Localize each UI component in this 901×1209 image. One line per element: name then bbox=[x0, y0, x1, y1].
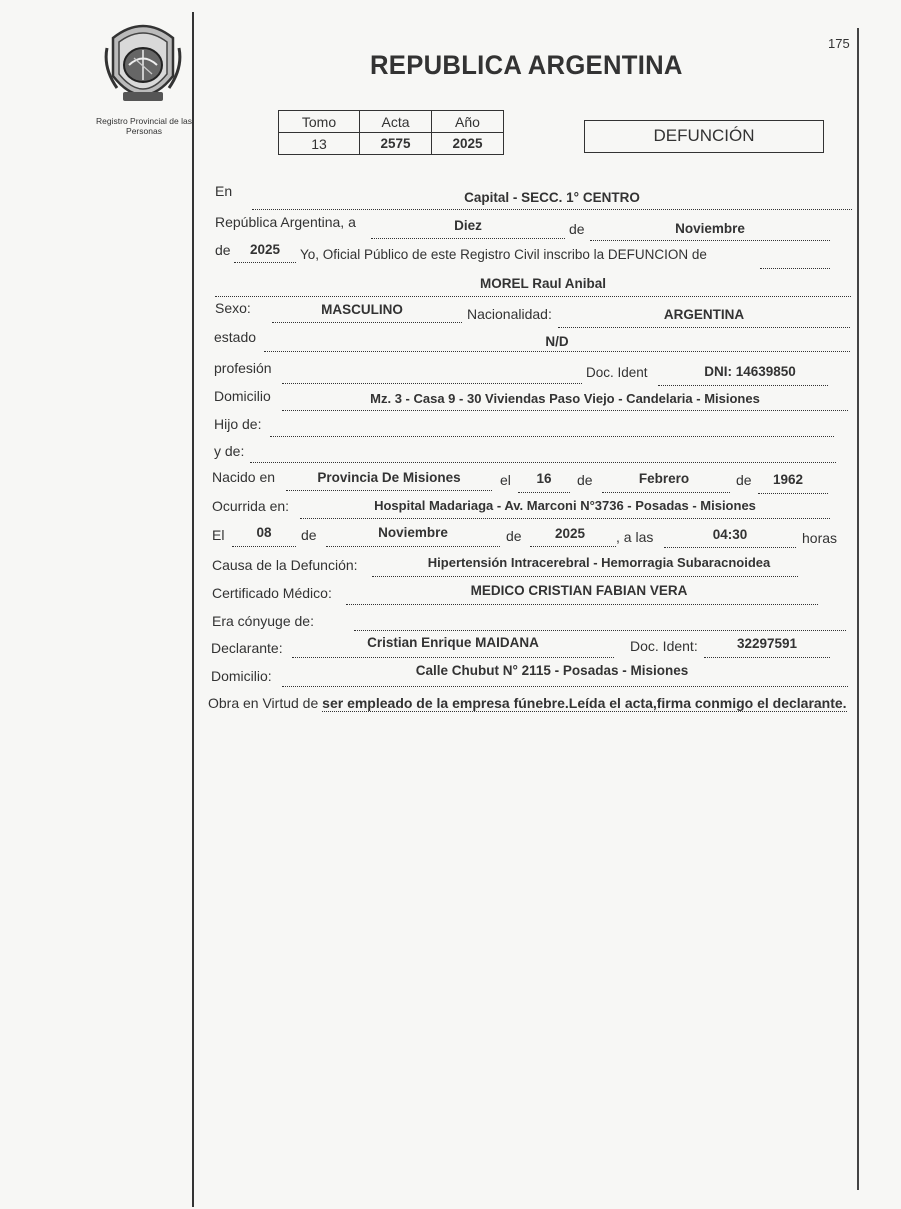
label-el-nac: el bbox=[500, 472, 511, 488]
value-nac-mes: Febrero bbox=[638, 471, 690, 486]
label-doc-ident-2: Doc. Ident: bbox=[630, 638, 698, 654]
tomo-value: 13 bbox=[279, 133, 360, 155]
line-nacionalidad bbox=[558, 327, 850, 328]
line-hora bbox=[664, 547, 796, 548]
label-de-nac-2: de bbox=[736, 472, 752, 488]
line-defuncion-de bbox=[760, 268, 830, 269]
value-obra-virtud: ser empleado de la empresa fúnebre.Leída el acta,firma conmigo el declarante. bbox=[322, 695, 847, 711]
value-causa: Hipertensión Intracerebral - Hemorragia Subaracnoidea bbox=[427, 555, 771, 570]
value-dia-letras: Diez bbox=[454, 218, 482, 233]
line-hijo-de bbox=[270, 436, 834, 437]
value-domicilio: Mz. 3 - Casa 9 - 30 Viviendas Paso Viejo - Candelaria - Misiones bbox=[370, 391, 760, 406]
value-certificado: MEDICO CRISTIAN FABIAN VERA bbox=[470, 583, 688, 598]
registry-name: Registro Provincial de las Personas bbox=[96, 116, 192, 136]
line-mes bbox=[590, 240, 830, 241]
volume-table bbox=[278, 110, 504, 155]
document-title: REPUBLICA ARGENTINA bbox=[370, 50, 683, 80]
acta-value: 2575 bbox=[360, 133, 432, 155]
line-nac-anio bbox=[758, 493, 828, 494]
label-y-de: y de: bbox=[214, 443, 245, 459]
anio-header: Año bbox=[432, 111, 504, 133]
value-nacido-en: Provincia De Misiones bbox=[317, 470, 461, 485]
line-documento bbox=[658, 385, 828, 386]
line-def-anio bbox=[530, 546, 616, 547]
label-en: En bbox=[215, 183, 233, 199]
line-dia bbox=[371, 238, 565, 239]
line-declarante-domicilio bbox=[282, 686, 848, 687]
label-causa: Causa de la Defunción: bbox=[212, 557, 358, 573]
line-conyuge bbox=[354, 630, 846, 631]
page-number: 175 bbox=[828, 36, 850, 51]
label-horas: horas bbox=[802, 530, 838, 546]
value-nacionalidad: ARGENTINA bbox=[663, 307, 745, 322]
line-estado bbox=[264, 351, 850, 352]
value-anio: 2025 bbox=[249, 242, 281, 257]
line-certificado bbox=[346, 604, 818, 605]
line-declarante bbox=[292, 657, 614, 658]
value-declarante-domicilio: Calle Chubut N° 2115 - Posadas - Misiones bbox=[415, 663, 689, 678]
line-y-de bbox=[250, 462, 836, 463]
value-nombre: MOREL Raul Anibal bbox=[479, 276, 606, 291]
value-documento: DNI: 14639850 bbox=[704, 364, 796, 379]
value-nac-anio: 1962 bbox=[772, 472, 804, 487]
line-ocurrida-en bbox=[300, 518, 830, 519]
label-de-def-2: de bbox=[506, 528, 522, 544]
line-def-dia bbox=[232, 546, 296, 547]
value-declarante: Cristian Enrique MAIDANA bbox=[367, 635, 539, 650]
line-anio bbox=[234, 262, 296, 263]
label-sexo: Sexo: bbox=[215, 300, 251, 316]
line-profesion bbox=[282, 383, 582, 384]
line-lugar bbox=[252, 209, 852, 210]
obra-en-virtud-paragraph bbox=[208, 693, 848, 713]
label-de-nac-1: de bbox=[577, 472, 593, 488]
record-type-box: DEFUNCIÓN bbox=[584, 120, 824, 153]
value-def-dia: 08 bbox=[256, 525, 272, 540]
line-nac-dia bbox=[518, 492, 570, 493]
value-def-mes: Noviembre bbox=[378, 525, 448, 540]
line-causa bbox=[372, 576, 798, 577]
line-domicilio bbox=[282, 410, 848, 411]
label-nacido-en: Nacido en bbox=[212, 469, 276, 485]
left-margin-rule bbox=[192, 12, 194, 1207]
anio-value: 2025 bbox=[432, 133, 504, 155]
tomo-header: Tomo bbox=[279, 111, 360, 133]
misiones-seal-logo bbox=[103, 18, 183, 106]
label-republica: República Argentina, a bbox=[215, 214, 356, 230]
label-obra: Obra en Virtud de bbox=[208, 695, 319, 711]
label-de-1: de bbox=[569, 221, 585, 237]
label-el-def: El bbox=[212, 527, 225, 543]
label-de-def-1: de bbox=[301, 527, 317, 543]
value-mes: Noviembre bbox=[675, 221, 745, 236]
label-yo-oficial: Yo, Oficial Público de este Registro Civil inscribo la DEFUNCION de bbox=[300, 247, 707, 262]
acta-header: Acta bbox=[360, 111, 432, 133]
value-ocurrida-en: Hospital Madariaga - Av. Marconi N°3736 - Posadas - Misiones bbox=[374, 498, 756, 513]
label-de-2: de bbox=[215, 242, 231, 258]
label-certificado: Certificado Médico: bbox=[212, 585, 332, 601]
value-def-anio: 2025 bbox=[554, 526, 586, 541]
label-ocurrida-en: Ocurrida en: bbox=[212, 498, 290, 514]
line-nombre bbox=[215, 296, 851, 297]
line-nacido-en bbox=[286, 490, 492, 491]
label-doc-ident: Doc. Ident bbox=[586, 365, 648, 380]
value-lugar: Capital - SECC. 1° CENTRO bbox=[464, 190, 640, 205]
value-declarante-doc: 32297591 bbox=[736, 636, 798, 651]
label-profesion: profesión bbox=[214, 360, 272, 376]
value-nac-dia: 16 bbox=[536, 471, 552, 486]
value-hora: 04:30 bbox=[712, 527, 748, 542]
label-domicilio: Domicilio bbox=[214, 388, 271, 404]
label-estado: estado bbox=[214, 329, 257, 345]
label-domicilio-2: Domicilio: bbox=[211, 668, 272, 684]
label-a-las: , a las bbox=[616, 529, 654, 545]
right-margin-rule bbox=[857, 28, 859, 1190]
line-def-mes bbox=[326, 546, 500, 547]
label-conyuge: Era cónyuge de: bbox=[212, 613, 314, 629]
value-sexo: MASCULINO bbox=[321, 302, 403, 317]
line-sexo bbox=[272, 322, 462, 323]
label-declarante: Declarante: bbox=[211, 640, 283, 656]
value-estado: N/D bbox=[545, 334, 569, 349]
label-hijo-de: Hijo de: bbox=[214, 416, 262, 432]
line-declarante-doc bbox=[704, 657, 830, 658]
label-nacionalidad: Nacionalidad: bbox=[467, 306, 552, 322]
line-nac-mes bbox=[602, 492, 730, 493]
